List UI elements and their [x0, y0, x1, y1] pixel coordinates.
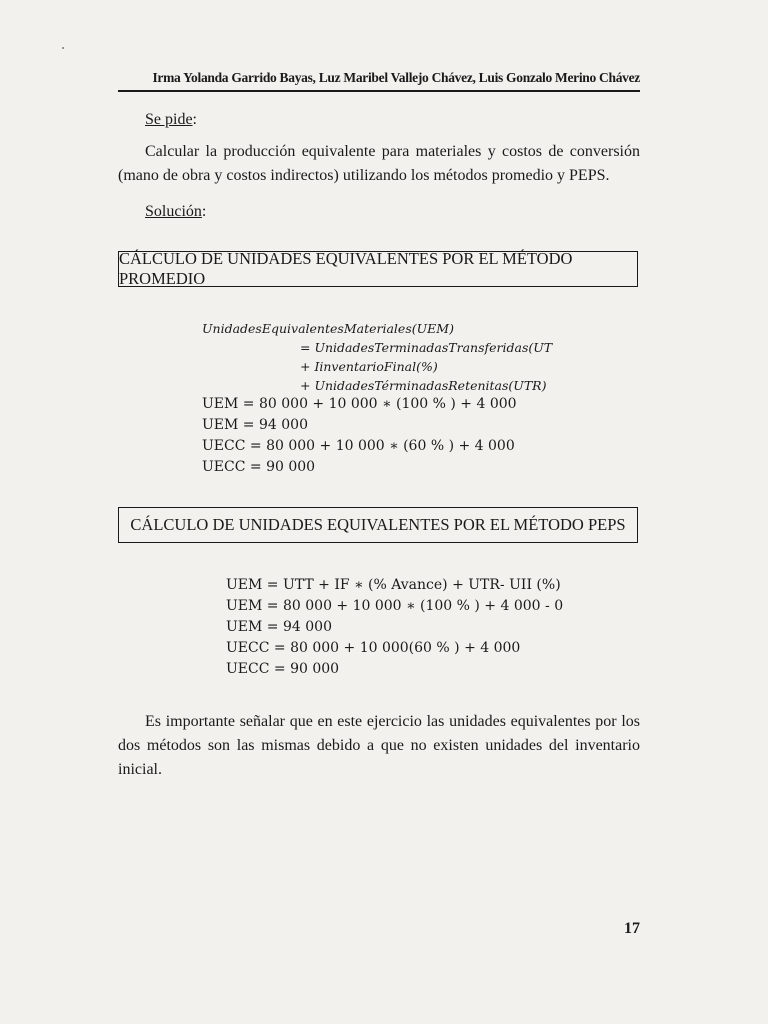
- promedio-formula-line-4: + UnidadesTérminadasRetenitas(UTR): [300, 378, 547, 393]
- page-number: 17: [624, 920, 640, 937]
- peps-calc-line-1: UEM = UTT + IF ∗ (% Avance) + UTR- UII (%): [226, 577, 561, 593]
- promedio-title-box: [118, 251, 638, 287]
- peps-calc-line-2: UEM = 80 000 + 10 000 ∗ (100 % ) + 4 000 - 0: [226, 598, 564, 614]
- solucion-colon: :: [201, 203, 207, 220]
- promedio-calc-line-1: UEM = 80 000 + 10 000 ∗ (100 % ) + 4 000: [202, 396, 517, 412]
- peps-title-box: [118, 507, 638, 543]
- peps-calc-line-5: UECC = 90 000: [226, 661, 340, 677]
- promedio-formula-line-3: + IinventarioFinal(%): [300, 359, 438, 374]
- scan-speck: [62, 47, 64, 49]
- header-rule: [118, 90, 640, 92]
- running-header-authors: Irma Yolanda Garrido Bayas, Luz Maribel Vallejo Chávez, Luis Gonzalo Merino Chávez: [152, 70, 640, 85]
- peps-calc-line-3: UEM = 94 000: [226, 619, 332, 635]
- promedio-calc-line-4: UECC = 90 000: [202, 459, 316, 475]
- peps-box-title: CÁLCULO DE UNIDADES EQUIVALENTES POR EL MÉTODO PEPS: [130, 515, 626, 534]
- instruction-paragraph: Calcular la producción equivalente para materiales y costos de conversión (mano de obra y costos indirectos) utilizando los métodos promedio y PEPS.: [118, 143, 640, 184]
- solucion-heading: [145, 200, 206, 224]
- solucion-label: Solución: [145, 203, 202, 220]
- promedio-calc-line-3: UECC = 80 000 + 10 000 ∗ (60 % ) + 4 000: [202, 438, 515, 454]
- promedio-formula-line-2: = UnidadesTerminadasTransferidas(UT: [300, 340, 553, 355]
- se-pide-label: Se pide: [145, 111, 193, 128]
- se-pide-heading: [145, 108, 197, 132]
- promedio-box-title: CÁLCULO DE UNIDADES EQUIVALENTES POR EL MÉTODO PROMEDIO: [119, 249, 573, 288]
- promedio-formula-line-1: UnidadesEquivalentesMateriales(UEM): [202, 321, 454, 336]
- conclusion-paragraph: Es importante señalar que en este ejercicio las unidades equivalentes por los dos métodos son las mismas debido a que no existen unidades del inventario inicial.: [118, 713, 640, 778]
- peps-calc-line-4: UECC = 80 000 + 10 000(60 % ) + 4 000: [226, 640, 521, 656]
- se-pide-colon: :: [192, 111, 197, 128]
- promedio-calc-line-2: UEM = 94 000: [202, 417, 308, 433]
